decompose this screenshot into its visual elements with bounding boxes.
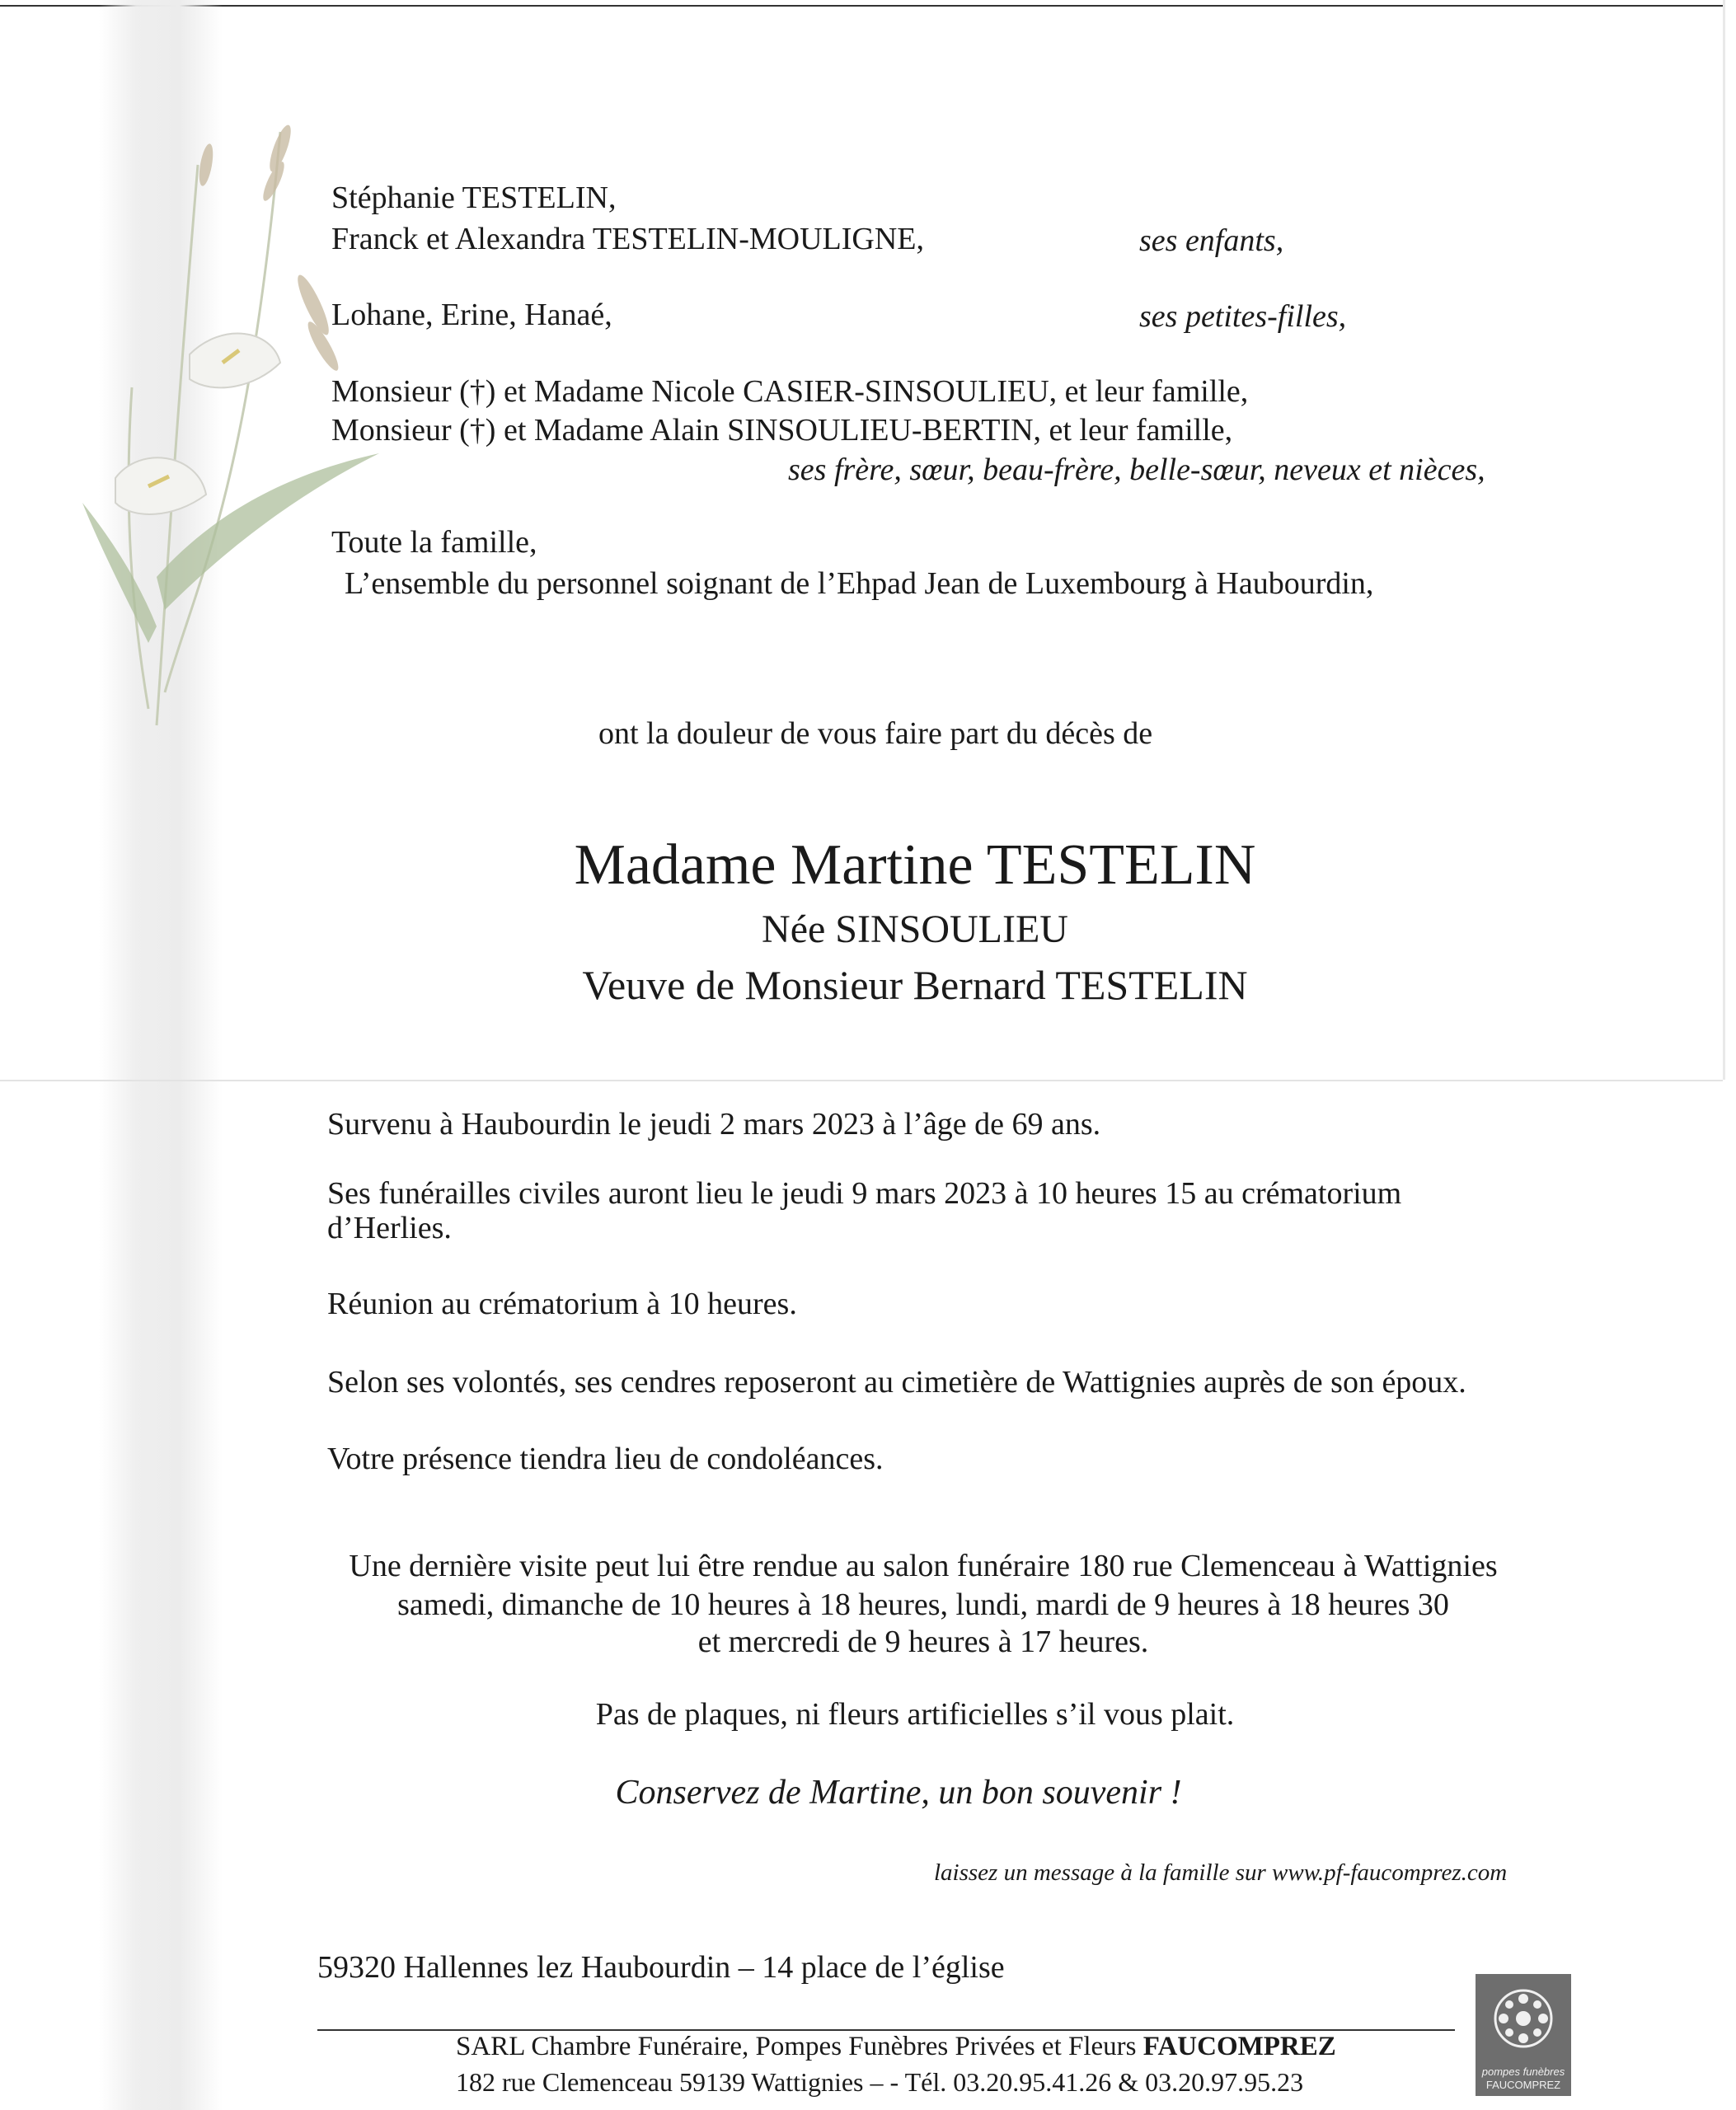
family-others-line-2: L’ensemble du personnel soignant de l’Ehpad Jean de Luxembourg à Haubourdin, <box>345 566 1374 601</box>
funeral-details-line-1: Ses funérailles civiles auront lieu le jeudi 9 mars 2023 à 10 heures 15 au crématorium <box>327 1176 1402 1211</box>
website-message: laissez un message à la famille sur www.pf-faucomprez.com <box>934 1859 1508 1886</box>
announcement-text: ont la douleur de vous faire part du décès de <box>598 716 1153 751</box>
closing-message: Conservez de Martine, un bon souvenir ! <box>615 1774 1182 1812</box>
faucomprez-logo <box>1476 1974 1571 2096</box>
family-address: 59320 Hallennes lez Haubourdin – 14 place de l’église <box>317 1950 1005 1985</box>
deceased-widow-of: Veuve de Monsieur Bernard TESTELIN <box>582 962 1248 1008</box>
condolences-note: Votre présence tiendra lieu de condoléances. <box>327 1442 884 1476</box>
family-siblings-line-2: Monsieur (†) et Madame Alain SINSOULIEU-BERTIN, et leur famille, <box>331 413 1233 448</box>
deceased-name: Madame Martine TESTELIN <box>574 833 1256 897</box>
family-grandchildren: Lohane, Erine, Hanaé, <box>331 298 612 332</box>
calla-lily-wheat-illustration <box>33 115 379 742</box>
relation-children: ses enfants, <box>1139 223 1284 258</box>
family-others-line-1: Toute la famille, <box>331 525 537 560</box>
top-border-line <box>0 5 1723 7</box>
no-plaques-note: Pas de plaques, ni fleurs artificielles s’il vous plait. <box>595 1697 1235 1732</box>
funeral-details-line-2: d’Herlies. <box>327 1211 452 1245</box>
page-fold-line <box>0 1080 1723 1081</box>
logo-text-line-2: FAUCOMPREZ <box>1485 2079 1561 2091</box>
footer-company-prefix: SARL Chambre Funéraire, Pompes Funèbres Privées et Fleurs <box>456 2032 1143 2061</box>
meeting-details: Réunion au crématorium à 10 heures. <box>327 1287 797 1321</box>
deceased-maiden-name: Née SINSOULIEU <box>762 907 1068 951</box>
logo-emblem-icon <box>1476 1974 1571 2065</box>
footer-company-name: FAUCOMPREZ <box>1142 2032 1336 2061</box>
visit-line-2: samedi, dimanche de 10 heures à 18 heures, lundi, mardi de 9 heures à 18 heures 30 <box>397 1587 1449 1622</box>
visit-line-3: et mercredi de 9 heures à 17 heures. <box>697 1625 1149 1659</box>
logo-text-line-1: pompes funèbres <box>1481 2065 1565 2078</box>
family-children-line-1: Stéphanie TESTELIN, <box>331 181 617 215</box>
relation-grandchildren: ses petites-filles, <box>1139 299 1347 334</box>
footer-contact-line: 182 rue Clemenceau 59139 Wattignies – - Tél. 03.20.95.41.26 & 03.20.97.95.23 <box>456 2067 1304 2097</box>
death-details: Survenu à Haubourdin le jeudi 2 mars 2023 à l’âge de 69 ans. <box>327 1107 1101 1142</box>
relation-siblings: ses frère, sœur, beau-frère, belle-sœur, neveux et nièces, <box>788 452 1485 487</box>
ashes-details: Selon ses volontés, ses cendres reposeront au cimetière de Wattignies auprès de son époux. <box>327 1365 1466 1400</box>
family-siblings-line-1: Monsieur (†) et Madame Nicole CASIER-SINSOULIEU, et leur famille, <box>331 374 1249 409</box>
visit-line-1: Une dernière visite peut lui être rendue au salon funéraire 180 rue Clemenceau à Wattignies <box>349 1549 1498 1583</box>
family-children-line-2: Franck et Alexandra TESTELIN-MOULIGNE, <box>331 222 924 256</box>
footer-company-line <box>456 2030 1336 2063</box>
